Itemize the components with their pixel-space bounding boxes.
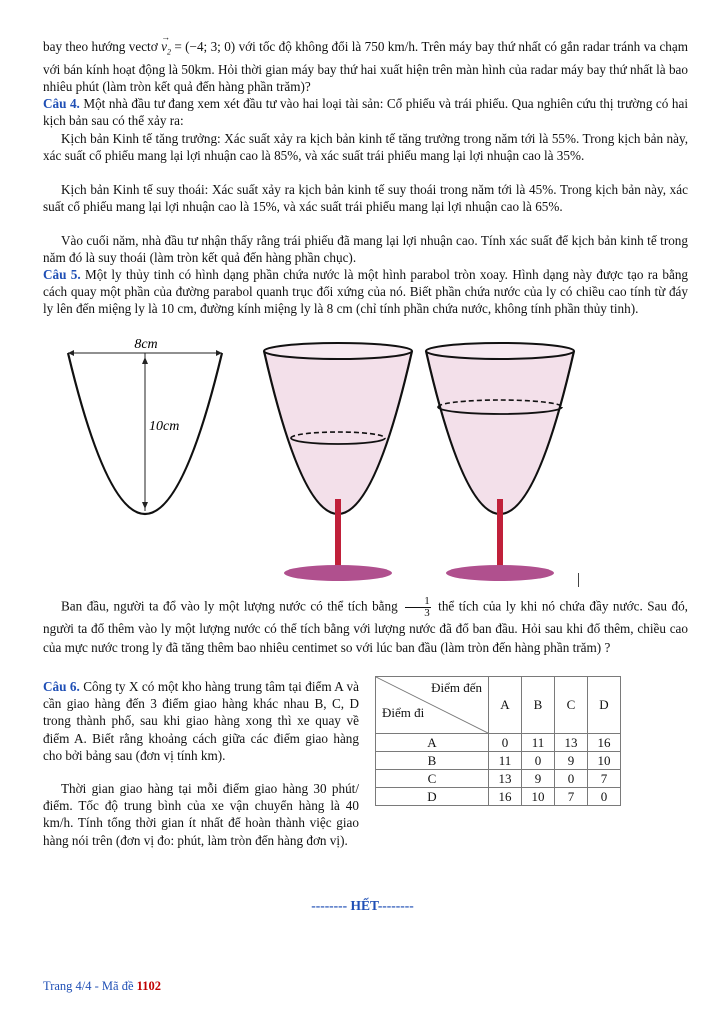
vector-name: v [161, 39, 167, 54]
table-cell: 0 [555, 770, 588, 788]
fraction-one-third [405, 596, 431, 619]
q5-question [43, 596, 688, 657]
vector-value: = (−4; 3; 0) [174, 39, 236, 54]
distance-table [375, 676, 621, 806]
glass-after-stem [497, 499, 503, 569]
intro-paragraph [43, 32, 689, 95]
table-cell: 0 [588, 788, 621, 806]
glass-after-base [446, 565, 554, 581]
q4-lead [43, 95, 688, 129]
glass-before-rim [264, 343, 412, 359]
stray-mark [578, 573, 579, 587]
fraction-numerator: 1 [405, 596, 431, 608]
row-header: C [376, 770, 489, 788]
header-origin: Điểm đi [382, 705, 425, 720]
row-header: B [376, 752, 489, 770]
table-corner-cell [376, 677, 489, 734]
row-header: A [376, 734, 489, 752]
end-mark: -------- HẾT-------- [311, 898, 414, 913]
exam-code: 1102 [136, 979, 161, 993]
table-cell: 7 [555, 788, 588, 806]
table-cell: 0 [522, 752, 555, 770]
table-cell: 13 [489, 770, 522, 788]
q6-lead [43, 678, 359, 764]
table-cell: 16 [588, 734, 621, 752]
table-cell: 11 [489, 752, 522, 770]
glass-before-stem [335, 499, 341, 569]
column-header: D [588, 677, 621, 734]
intro-text-b: với tốc độ không đổi là 750 km/h. Trên máy bay thứ nhất có gắn radar tránh va chạm với bán kính hoạt động là 50km. Hỏi thời gian máy bay thứ hai xuất hiện trên màn hình của radar máy bay thứ nhất là bao nhiêu phút (làm tròn kết quả đến hàng phần trăm)? [43, 39, 689, 95]
table-cell: 0 [489, 734, 522, 752]
q5-lead [43, 266, 688, 318]
q4-scenario-growth: Kịch bản Kinh tế tăng trưởng: Xác suất xảy ra kịch bản kinh tế tăng trưởng trong năm tới là 55%. Trong kịch bản này, xác suất cổ phiếu mang lại lợi nhuận cao là 85%, và xác suất trái phiếu mang lại lợi nhuận cao là 35%. [43, 131, 688, 164]
table-cell: 9 [555, 752, 588, 770]
vector-sub: 2 [166, 47, 171, 57]
q5-question-a: Ban đầu, người ta đổ vào ly một lượng nước có thể tích bằng [61, 598, 403, 614]
q6-lead-text: Công ty X có một kho hàng trung tâm tại điểm A và cần giao hàng đến 3 điểm giao hàng khác nhau B, C, D trong thành phố, sau khi giao hàng xong thì xe quay về điểm A. Biết rằng khoảng cách giữa các điểm giao hàng cho bởi bảng sau (đơn vị tính km). [43, 679, 359, 763]
parabola-cross-section-figure [60, 335, 240, 520]
q5-lead-text: Một ly thủy tinh có hình dạng phần chứa nước là một hình parabol tròn xoay. Hình dạng này được tạo ra bằng cách quay một phần của đường parabol quanh trục đối xứng của nó. Biết phần chứa nước của ly có chiều cao tính từ đáy ly lên đến miệng ly là 10 cm, đường kính miệng ly là 8 cm (chỉ tính phần chứa nước, không tính phần thủy tinh). [43, 267, 689, 317]
header-destination: Điểm đến [431, 680, 482, 695]
glass-before-base [284, 565, 392, 581]
glass-before-figure [258, 337, 418, 585]
table-cell: 10 [522, 788, 555, 806]
width-label: 8cm [134, 337, 158, 352]
glass-after-rim [426, 343, 574, 359]
vector-arrow-icon: → [161, 32, 171, 42]
q6-label: Câu 6. [43, 679, 80, 694]
q4-lead-text: Một nhà đầu tư đang xem xét đầu tư vào hai loại tài sản: Cổ phiếu và trái phiếu. Qua nghiên cứu thị trường có hai kịch bản sau có thể xảy ra: [43, 96, 688, 129]
q6-question: Thời gian giao hàng tại mỗi điểm giao hàng 30 phút/điểm. Tốc độ trung bình của xe vận chuyển hàng là 40 km/h. Tính tổng thời gian ít nhất để hoàn thành việc giao hàng nói trên (đơn vị đo: phút, làm tròn đến hàng đơn vị). [43, 781, 359, 848]
column-header: B [522, 677, 555, 734]
row-header: D [376, 788, 489, 806]
table-cell: 7 [588, 770, 621, 788]
page-footer [43, 979, 161, 994]
glass-after-figure [420, 337, 580, 585]
table-cell: 13 [555, 734, 588, 752]
table-row [376, 788, 621, 806]
table-cell: 11 [522, 734, 555, 752]
height-arrow-top-icon [142, 357, 148, 364]
q5-question-b: thể tích của ly khi nó chứa đầy nước. Sau đó, người ta đổ thêm vào ly một lượng nước có thể tích bằng với lượng nước đã đổ ban đầu. Hỏi sau khi đổ thêm, chiều cao của mực nước trong ly đã tăng thêm bao nhiêu centimet so với lúc ban đầu (làm tròn đến hàng phần trăm) ? [43, 598, 688, 655]
intro-text-a: bay theo hướng vectơ [43, 39, 162, 54]
q5-label: Câu 5. [43, 267, 81, 282]
q4-scenario-recession: Kịch bản Kinh tế suy thoái: Xác suất xảy ra kịch bản kinh tế suy thoái trong năm tới là 45%. Trong kịch bản này, xác suất cổ phiếu mang lại lợi nhuận cao là 15%, và xác suất trái phiếu mang lại lợi nhuận cao là 65%. [43, 182, 688, 215]
table-cell: 9 [522, 770, 555, 788]
table-row [376, 752, 621, 770]
table-row [376, 734, 621, 752]
fraction-denominator: 3 [424, 607, 430, 619]
table-cell: 16 [489, 788, 522, 806]
q4-label: Câu 4. [43, 96, 80, 111]
footer-text: Trang 4/4 - Mã đề [43, 979, 137, 993]
column-header: C [555, 677, 588, 734]
column-header: A [489, 677, 522, 734]
table-header-row [376, 677, 621, 734]
height-arrow-bottom-icon [142, 502, 148, 509]
q4-question: Vào cuối năm, nhà đầu tư nhận thấy rằng trái phiếu đã mang lại lợi nhuận cao. Tính xác suất để kịch bản kinh tế trong năm đó là suy thoái (làm tròn kết quả đến hàng phần chục). [43, 233, 688, 266]
vector-symbol [161, 32, 171, 61]
table-cell: 10 [588, 752, 621, 770]
table-row [376, 770, 621, 788]
height-label: 10cm [149, 419, 180, 434]
